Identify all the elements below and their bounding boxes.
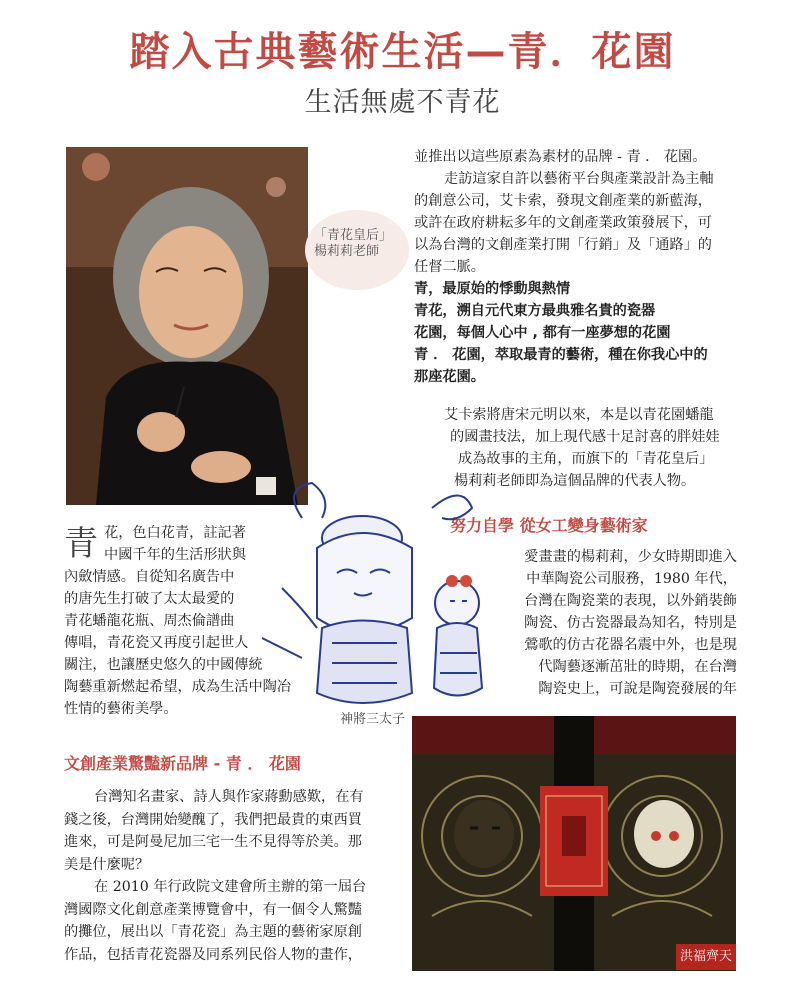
text-line: 的攤位，展出以「青花瓷」為主題的藝術家原創 [64, 924, 362, 940]
text-line: 傳唱，青花瓷又再度引起世人 [64, 635, 249, 651]
page-subtitle: 生活無處不青花 [304, 87, 501, 118]
section-heading: 努力自學 從女工變身藝術家 [450, 516, 648, 535]
text-line: 中華陶瓷公司服務，1980 年代， [526, 571, 737, 587]
text-line: 花，色白花青，註記著 [104, 525, 246, 541]
text-line: 以為台灣的文創產業打開「行銷」及「通路」的 [414, 237, 712, 253]
text-line: 楊莉莉老師即為這個品牌的代表人物。 [454, 473, 696, 489]
photo-caption [314, 228, 404, 260]
text-line: 中國千年的生活形狀與 [104, 547, 246, 563]
bold-line: 花園，每個人心中 , 都有一座夢想的花園 [414, 325, 671, 341]
page-title: 踏入古典藝術生活—青．花園 [129, 29, 676, 75]
text-line: 灣國際文化創意產業博覽會中，有一個令人驚豔 [64, 901, 362, 918]
text-line: 的唐先生打破了太太最愛的 [64, 591, 235, 607]
text-line: 性情的藝術美學。 [64, 701, 178, 717]
text-line: 走訪這家自許以藝術平台與產業設計為主軸 [444, 171, 714, 187]
text-line: 錢之後，台灣開始變醜了，我們把最貴的東西買 [64, 811, 362, 828]
text-line: 愛畫畫的楊莉莉，少女時期即進入 [524, 549, 737, 565]
deity-illustration [262, 478, 494, 720]
text-line: 成為故事的主角，而旗下的「青花皇后」 [458, 451, 714, 467]
caption-line: 楊莉莉老師 [314, 244, 380, 259]
bold-line: 青花，溯自元代東方最典雅名貴的瓷器 [414, 303, 656, 319]
text-line: 作品，包括青花瓷器及同系列民俗人物的畫作， [64, 946, 362, 963]
drop-cap: 青 [64, 524, 98, 564]
bold-line: 青 ． 花園，萃取最青的藝術，種在你我心中的 [414, 347, 708, 363]
section-heading: 文創產業驚豔新品牌 - 青 ． 花園 [64, 754, 301, 773]
text-line: 的創意公司，艾卡索，發現文創產業的新藍海， [414, 193, 712, 209]
bold-line: 青，最原始的悸動與熱情 [414, 281, 571, 297]
artwork-image [412, 716, 736, 971]
text-line: 關注，也讓歷史悠久的中國傳統 [64, 657, 263, 673]
text-line: 青花蟠龍花瓶、周杰倫譜曲 [64, 613, 235, 629]
text-line: 的國畫技法，加上現代感十足討喜的胖娃娃 [450, 429, 720, 445]
section1-text [64, 786, 366, 966]
intro-text [64, 522, 291, 720]
text-line: 美是什麼呢？ [64, 856, 150, 873]
text-line: 艾卡索將唐宋元明以來，本是以青花園蟠龍 [444, 407, 714, 423]
text-line: 在 2010 年行政院文建會所主辦的第一屆台 [94, 879, 367, 895]
text-line: 陶瓷史上，可說是陶瓷發展的年 [538, 681, 737, 697]
text-line: 內斂情感。自從知名廣告中 [64, 569, 235, 585]
text-line: 台灣知名畫家、詩人與作家蔣勳感歎，在有 [94, 789, 364, 805]
section2-text [524, 546, 737, 700]
text-line: 鶯歌的仿古花器名震中外，也是現 [524, 637, 737, 653]
text-line: 任督二脈。 [414, 259, 485, 275]
text-line: 並推出以這些原素為素材的品牌 - 青 ． 花園。 [414, 149, 707, 165]
artwork-caption: 洪福齊天 [676, 944, 736, 970]
right-column-text [414, 146, 714, 388]
text-line: 進來，可是阿曼尼加三宅一生不見得等於美。那 [64, 834, 362, 850]
text-line: 代陶藝逐漸茁壯的時期，在台灣 [538, 659, 737, 675]
text-line: 台灣在陶瓷業的表現，以外銷裝飾 [524, 593, 737, 609]
caption-line: 「青花皇后」 [314, 228, 393, 243]
portrait-photo [66, 147, 308, 505]
text-line: 陶藝重新燃起希望，成為生活中陶冶 [64, 679, 292, 695]
bold-line: 那座花園。 [414, 369, 485, 385]
text-line: 陶瓷、仿古瓷器最為知名，特別是 [524, 615, 737, 631]
text-line: 或許在政府耕耘多年的文創產業政策發展下，可 [414, 215, 712, 231]
deity-caption: 神將三太子 [340, 712, 406, 727]
